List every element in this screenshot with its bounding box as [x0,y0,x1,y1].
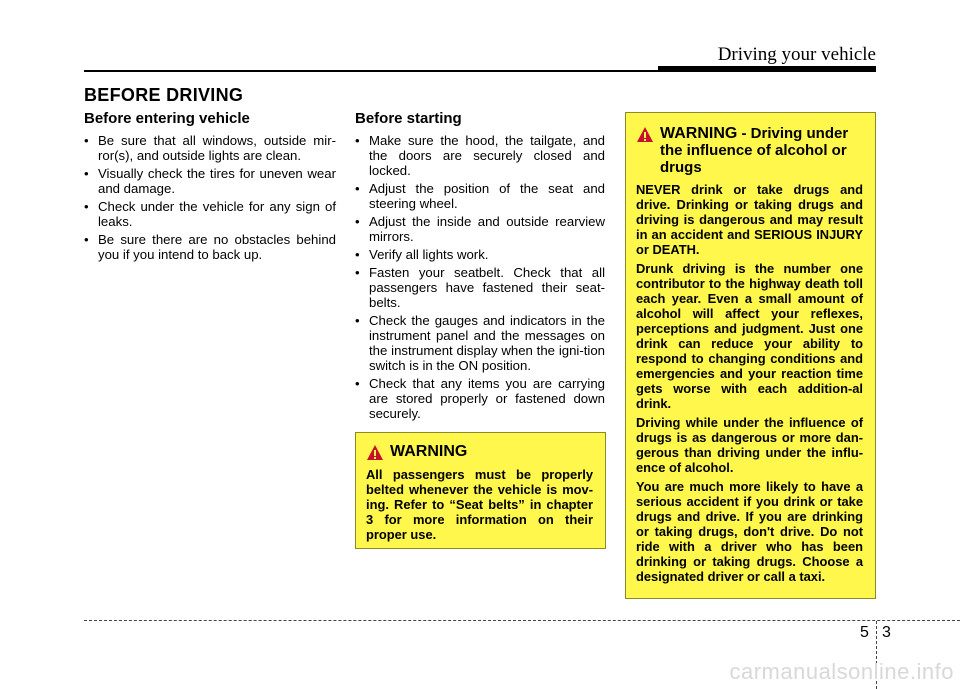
warning-body [366,467,593,542]
list-item: • Adjust the inside and outside rearview mirrors. [355,214,605,244]
before-starting-column [355,110,605,424]
warning-triangle-icon [636,126,654,143]
warning-paragraph: Drunk driving is the number one contributor to the highway death toll each year. Even a small amount of alcohol will affect your reflexes, perceptions and judgment. Just one drink can reduce your ability to respond to changing conditions and emergencies and your reaction time gets worse with each addition-al drink. [636,261,863,411]
warning-paragraph: Driving while under the influence of drugs is as dangerous or more dan-gerous than driving under the influ-ence of alcohol. [636,415,863,475]
footer-dashed-rule [84,620,960,621]
watermark-text: carmanualsonline.info [729,659,954,684]
warning-box-seatbelt [355,432,606,549]
before-entering-list [84,133,336,262]
warning-paragraph: You are much more likely to have a serious accident if you drink or take drugs and drive. If you are drinking or taking drugs, don't drive. Do not ride with a driver who has been drinking or taking drugs. Choose a designated driver or call a taxi. [636,479,863,584]
list-item: • Check under the vehicle for any sign of leaks. [84,199,336,229]
before-entering-heading: Before entering vehicle [84,110,250,127]
list-item: • Check that any items you are carrying are stored properly or fastened down securely. [355,376,605,421]
list-item: • Be sure there are no obstacles behind you if you intend to back up. [84,232,336,262]
warning-text: All passengers must be properly belted whenever the vehicle is mov-ing. Refer to “Seat belts” in chapter 3 for more information on their proper use. [366,467,593,542]
before-starting-list [355,133,605,421]
list-item: • Verify all lights work. [355,247,489,262]
section-title: BEFORE DRIVING [84,85,244,105]
warning-subtitle: - Driving under the influence of alcohol or drugs [660,125,849,176]
warning-box-alcohol [625,112,876,599]
chapter-number: 5 [860,624,869,641]
before-entering-column [84,110,336,265]
list-item: • Visually check the tires for uneven wear and damage. [84,166,336,196]
warning-body [636,182,863,584]
list-item: • Check the gauges and indicators in the instrument panel and the messages on the instrument display when the igni-tion switch is in the ON position. [355,313,605,373]
before-starting-heading: Before starting [355,110,462,127]
page-number: 3 [882,624,891,641]
list-item: • Adjust the position of the seat and steering wheel. [355,181,605,211]
warning-header [366,443,593,461]
warning-title: WARNING - Driving under the influence of alcohol or drugs [660,125,849,176]
warning-triangle-icon [366,444,384,461]
warning-header [636,125,863,176]
list-item: • Make sure the hood, the tailgate, and the doors are securely closed and locked. [355,133,605,178]
page-header-title: Driving your vehicle [717,44,876,65]
list-item: • Fasten your seatbelt. Check that all passengers have fastened their seat-belts. [355,265,605,310]
list-item: • Be sure that all windows, outside mir-ror(s), and outside lights are clean. [84,133,336,163]
header-rule-accent [658,66,876,72]
warning-title: WARNING [390,443,468,460]
warning-paragraph: NEVER drink or take drugs and drive. Drinking or taking drugs and driving is dangerous and may result in an accident and SERIOUS INJURY or DEATH. [636,182,863,257]
